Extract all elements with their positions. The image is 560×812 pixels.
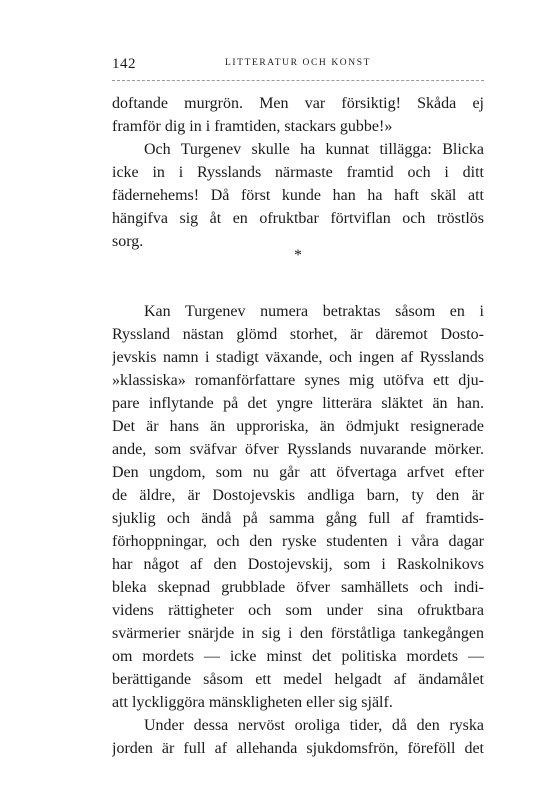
text-line: att lyckliggöra mänskligheten eller sig själf.	[112, 694, 393, 711]
text-line: icke in i Rysslands närmaste framtid och i ditt	[112, 164, 484, 181]
text-block-1	[112, 92, 484, 253]
running-head: LITTERATUR OCH KONST	[225, 58, 371, 68]
text-line: berättigande såsom ett medel helgadt af ändamålet	[112, 671, 484, 688]
page-number: 142	[112, 56, 136, 72]
text-line: har något af den Dostojevskij, som i Raskolnikovs	[112, 556, 484, 573]
text-line: Under dessa nervöst oroliga tider, då den ryska	[144, 717, 484, 734]
text-line: pare inflytande på det yngre litterära släktet än han.	[112, 395, 484, 412]
text-line: Kan Turgenev numera betraktas såsom en i	[144, 303, 484, 320]
text-line: Det är hans än upproriska, än ödmjukt resignerade	[112, 418, 484, 435]
text-line: ande, som sväfvar öfver Rysslands nuvarande mörker.	[112, 441, 484, 458]
text-line: svärmerier snärjde in sig i den förståtliga tankegången	[112, 625, 484, 642]
text-line: Och Turgenev skulle ha kunnat tillägga: Blicka	[144, 141, 484, 158]
header-rule	[112, 80, 484, 81]
text-line: hängifva sig åt en ofruktbar förtviflan och tröstlös	[112, 210, 484, 227]
text-line: sorg.	[112, 233, 144, 250]
text-line: jevskis namn i stadigt växande, och ingen af Rysslands	[112, 349, 484, 366]
text-line: bleka skepnad grubblade öfver samhällets och indi-	[112, 579, 484, 596]
text-line: fädernehems! Då först kunde han ha haft skäl att	[112, 187, 484, 204]
page-header	[112, 56, 484, 78]
text-line: framför dig in i framtiden, stackars gubbe!»	[112, 118, 393, 135]
text-block-2	[112, 300, 484, 760]
text-line: jorden är full af allehanda sjukdomsfrön, föreföll det	[112, 740, 484, 757]
text-line: förhoppningar, och den ryske studenten i våra dagar	[112, 533, 484, 550]
text-line: om mordets — icke minst det politiska mordets —	[112, 648, 484, 665]
text-line: de äldre, är Dostojevskis andliga barn, ty den är	[112, 487, 484, 504]
section-separator: *	[294, 247, 302, 264]
text-line: sjuklig och ändå på samma gång full af framtids-	[112, 510, 484, 527]
text-line: »klassiska» romanförfattare synes mig utöfva ett dju-	[112, 372, 484, 389]
text-line: Den ungdom, som nu går att öfvertaga arfvet efter	[112, 464, 484, 481]
text-line: videns rättigheter och som under sina ofruktbara	[112, 602, 484, 619]
text-line: Ryssland nästan glömd storhet, är däremot Dosto-	[112, 326, 484, 343]
text-line: doftande murgrön. Men var försiktig! Skåda ej	[112, 95, 484, 112]
